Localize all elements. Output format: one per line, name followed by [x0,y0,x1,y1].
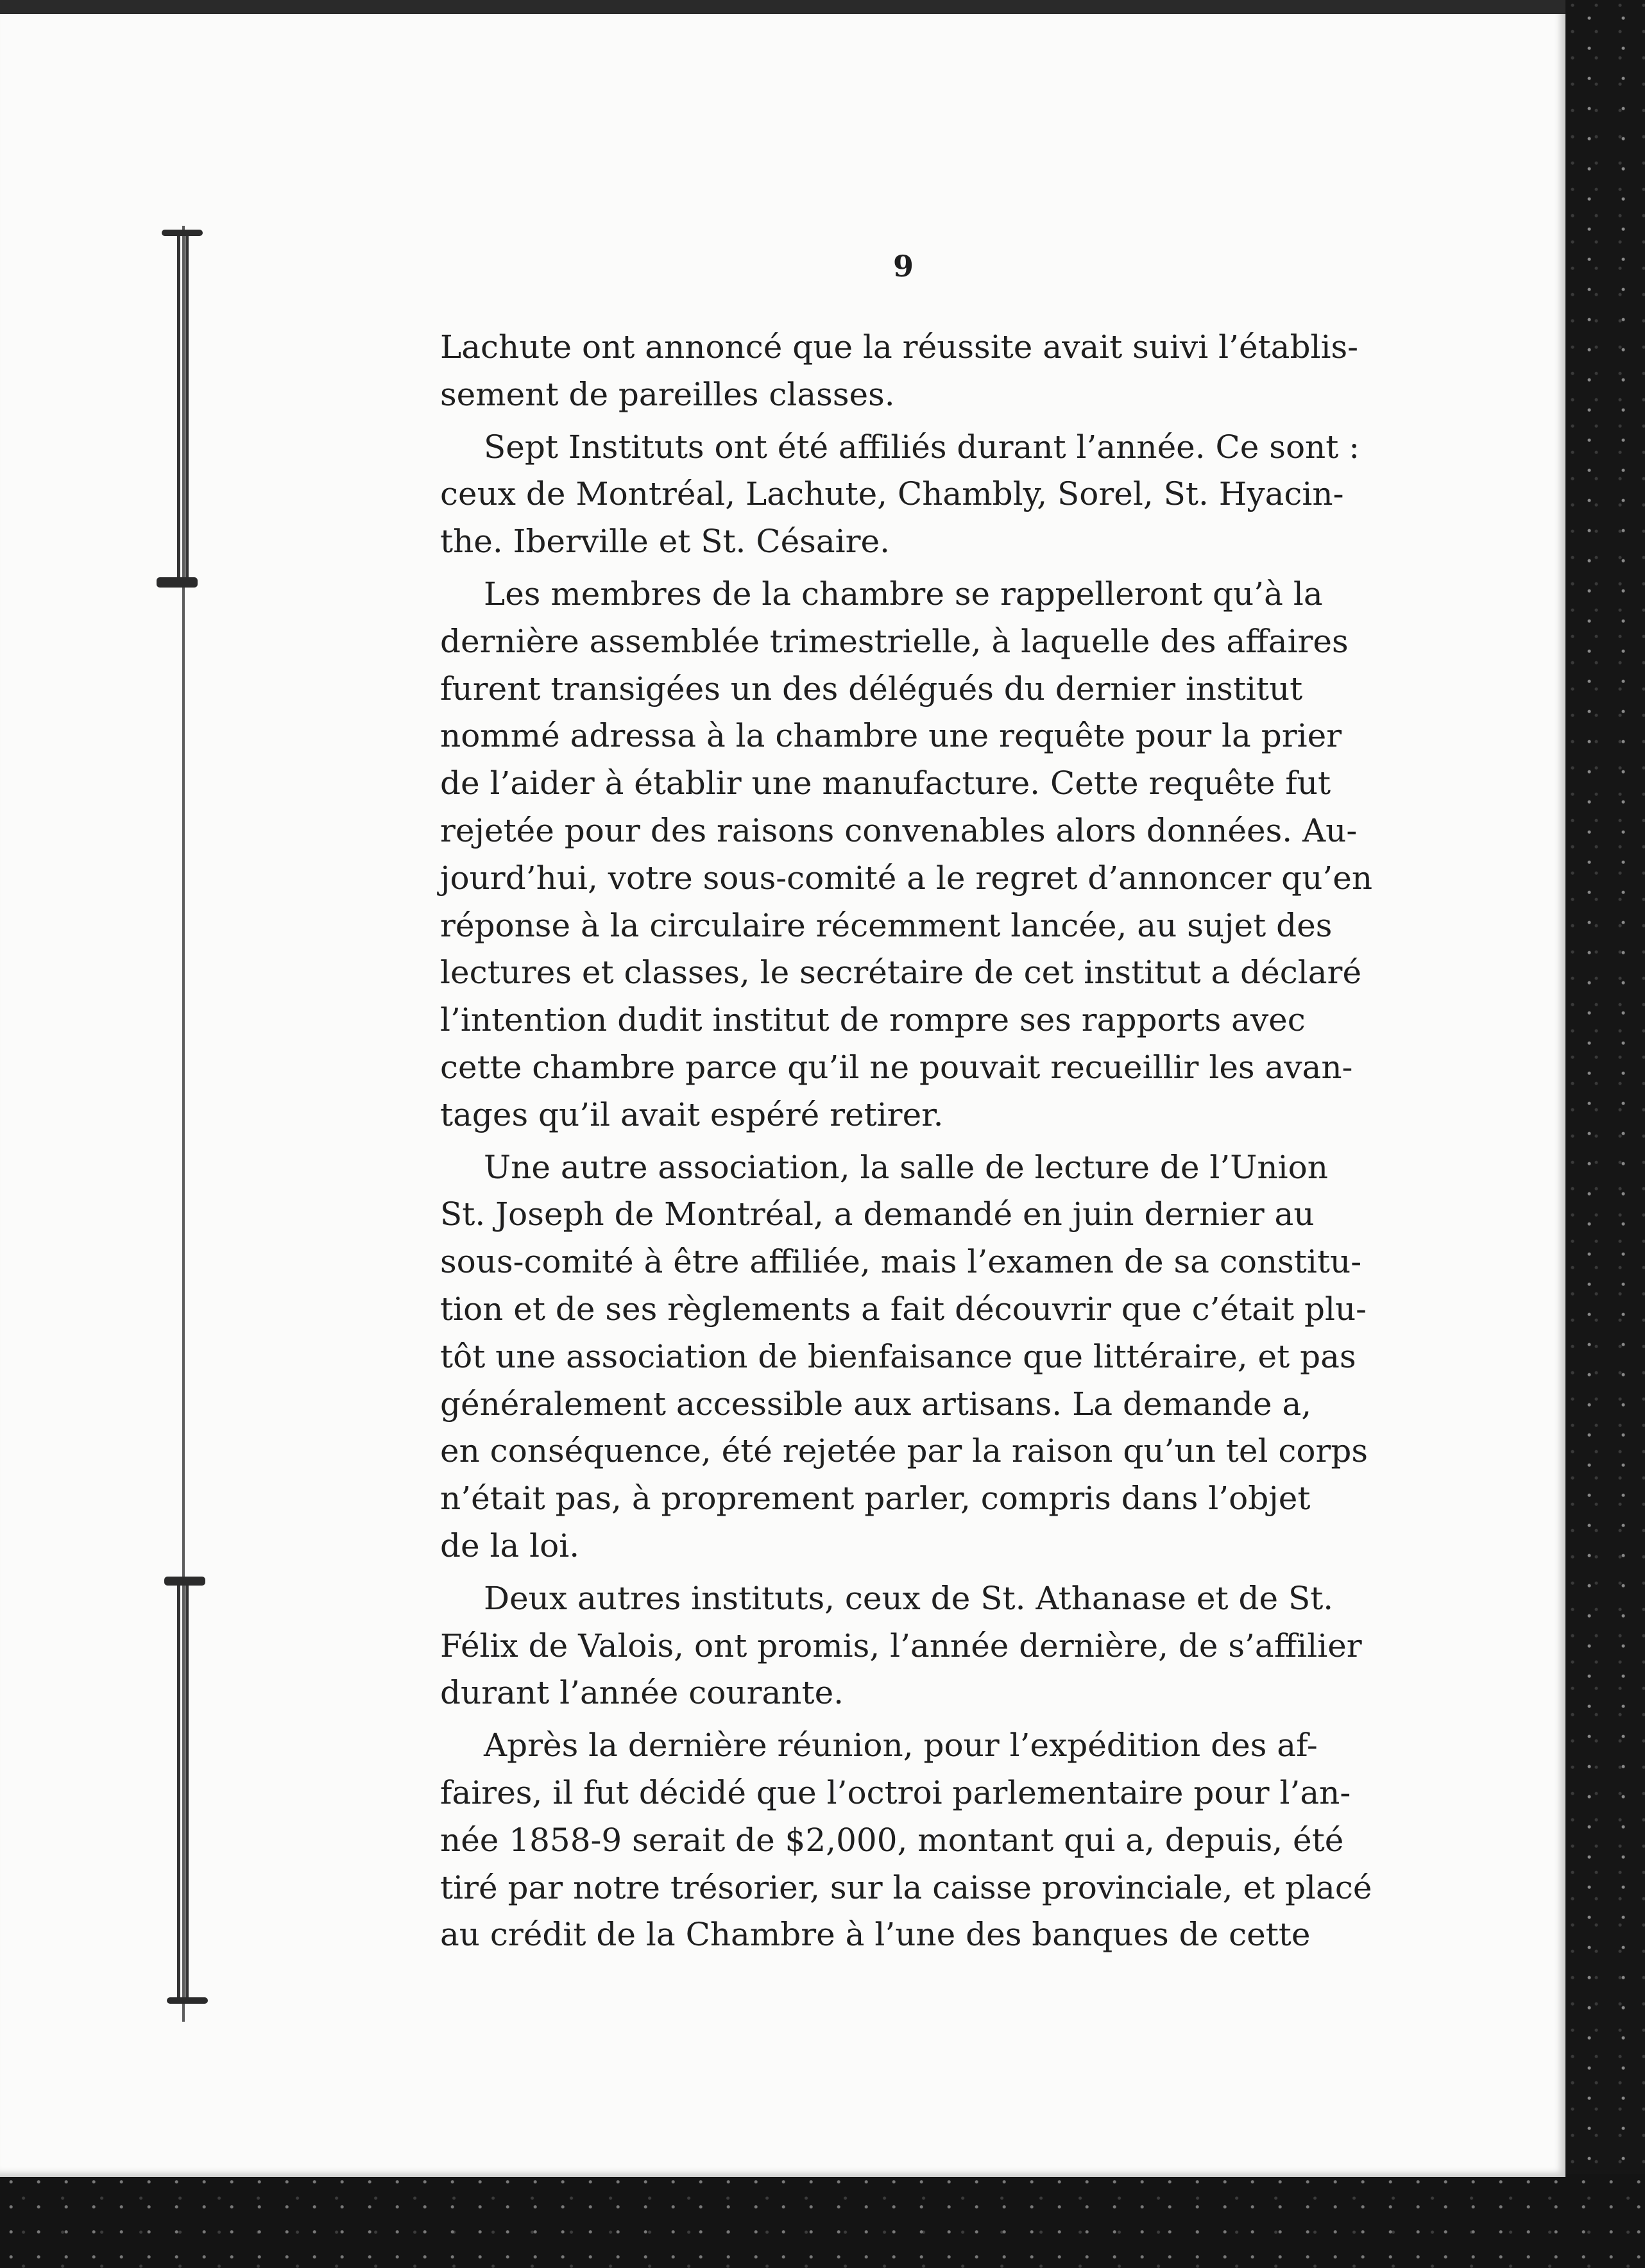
text-line: née 1858-9 serait de $2,000, montant qui a, depuis, été [440,1821,1344,1859]
text-line: au crédit de la Chambre à l’une des banques de cette [440,1916,1311,1954]
text-line: jourd’hui, votre sous-comité a le regret d’annoncer qu’en [440,859,1373,897]
text-line: nommé adressa à la chambre une requête pour la prier [440,717,1342,755]
text-line: l’intention dudit institut de rompre ses rapports avec [440,1001,1306,1039]
text-line: Sept Instituts ont été affiliés durant l’année. Ce sont : [484,428,1360,466]
text-line: rejetée pour des raisons convenables alors données. Au- [440,811,1358,849]
text-line: St. Joseph de Montréal, a demandé en juin dernier au [440,1196,1315,1233]
text-line: Une autre association, la salle de lecture de l’Union [484,1148,1328,1186]
text-line: faires, il fut décidé que l’octroi parlementaire pour l’an- [440,1773,1351,1811]
paragraph [440,1722,1382,1959]
paragraph [440,1144,1382,1570]
text-line: tôt une association de bienfaisance que littéraire, et pas [440,1337,1356,1375]
stitch-cap [164,1577,205,1586]
paragraph [440,424,1382,566]
text-line: tiré par notre trésorier, sur la caisse provinciale, et placé [440,1868,1372,1906]
text-line: lectures et classes, le secrétaire de cet institut a déclaré [440,954,1362,992]
text-line: généralement accessible aux artisans. La demande a, [440,1385,1312,1423]
scan-border-bottom [0,2174,1645,2268]
paragraph-gap [440,566,1382,571]
stitch-cap [157,577,198,588]
binding-stitch-bottom [177,1582,189,2002]
text-line: furent transigées un des délégués du dernier institut [440,670,1303,707]
text-line: cette chambre parce qu’il ne pouvait recueillir les avan- [440,1048,1353,1086]
text-line: réponse à la circulaire récemment lancée, au sujet des [440,906,1333,944]
page-number: 9 [892,249,914,284]
paragraph-gap [440,1139,1382,1144]
binding-stitch-top [177,232,189,582]
text-line: sous-comité à être affiliée, mais l’examen de sa constitu- [440,1243,1362,1281]
text-line: Félix de Valois, ont promis, l’année dernière, de s’affilier [440,1627,1362,1664]
text-line: en conséquence, été rejetée par la raison qu’un tel corps [440,1432,1368,1470]
paragraph [440,571,1382,1139]
text-line: Après la dernière réunion, pour l’expédition des af- [484,1727,1318,1764]
text-line: the. Iberville et St. Césaire. [440,523,891,561]
text-line: sement de pareilles classes. [440,375,895,413]
paragraph [440,1575,1382,1717]
scan-border-right [1565,0,1645,2268]
text-line: n’était pas, à proprement parler, compris dans l’objet [440,1480,1311,1518]
stitch-cap [162,230,203,236]
paragraph-gap [440,419,1382,424]
text-line: tion et de ses règlements a fait découvrir que c’était plu- [440,1290,1367,1328]
text-line: durant l’année courante. [440,1674,844,1712]
text-line: Les membres de la chambre se rappelleront qu’à la [484,575,1323,613]
text-line: de l’aider à établir une manufacture. Cette requête fut [440,765,1331,802]
stitch-cap [167,1997,208,2004]
text-line: dernière assemblée trimestrielle, à laquelle des affaires [440,622,1349,660]
text-line: de la loi. [440,1527,580,1564]
text-line: ceux de Montréal, Lachute, Chambly, Sorel, St. Hyacin- [440,475,1344,513]
paragraph-gap [440,1717,1382,1722]
text-line: Lachute ont annoncé que la réussite avait suivi l’établis- [440,328,1359,366]
paragraph [440,324,1382,419]
paragraph-gap [440,1570,1382,1575]
body-text [440,324,1382,1959]
text-line: Deux autres instituts, ceux de St. Athanase et de St. [484,1579,1334,1617]
text-line: tages qu’il avait espéré retirer. [440,1096,944,1133]
